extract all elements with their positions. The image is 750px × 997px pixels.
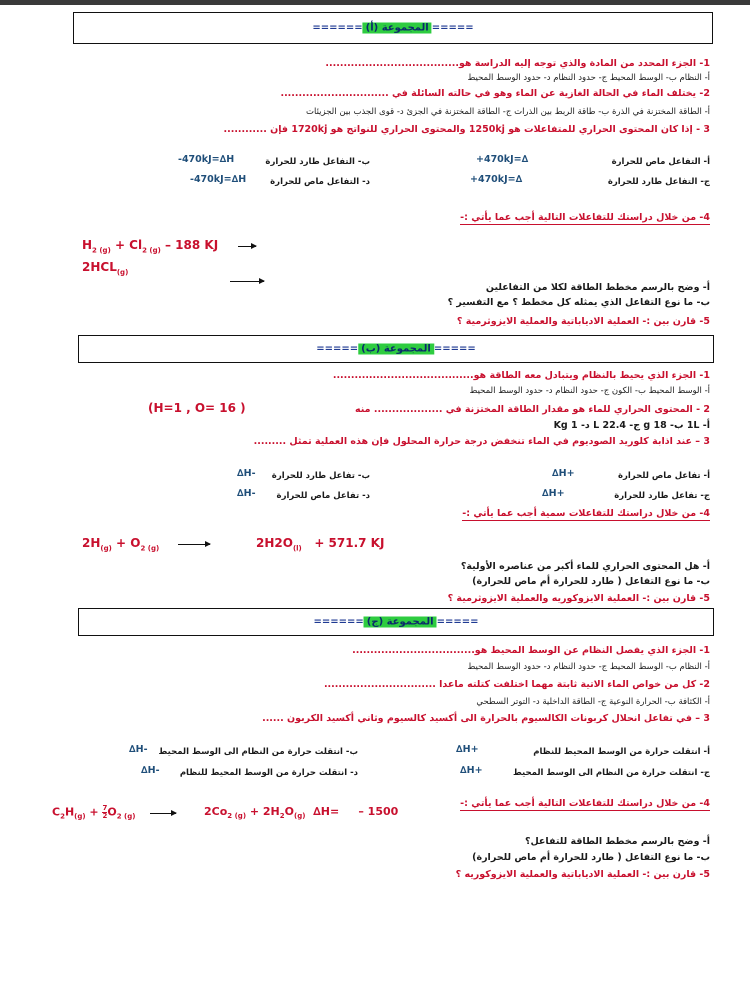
b-q3-option-c: ج- تفاعل طارد للحرارة	[614, 491, 710, 501]
top-border	[0, 0, 750, 5]
a-q1-options: أ- النظام ب- الوسط المحيط ج- حدود النظام د- حدود الوسط المحيط	[467, 73, 710, 83]
b-equation-product: $2H2O_{(l)}$ + 571.7 KJ	[256, 536, 385, 553]
group-a-title: المجموعة (أ)	[363, 23, 432, 34]
a-q3-option-b-value: -470kJ=∆H	[178, 154, 235, 165]
a-equation-1-arrow	[238, 246, 256, 247]
c-q3-option-d-value: ∆H-	[141, 765, 160, 776]
c-q1-options: أ- النظام ب- الوسط المحيط ج- حدود النظام د- حدود الوسط المحيط	[467, 662, 710, 672]
b-q5: 5- قارن بين :- العملية الايزوكوريه والعملية الايزوثرمية ؟	[447, 593, 710, 604]
a-q3-option-d-value: -470kJ=∆H	[190, 174, 247, 185]
c-q4-part-b: ب- ما نوع التفاعل ( طارد للحرارة أم ماص للحرارة)	[472, 852, 710, 863]
c-q3-option-a-value: ∆H+	[456, 744, 479, 755]
a-equation-1: $H_{2 (g)} + Cl_{2 (g)} - 188$ KJ	[82, 238, 219, 255]
c-q3-option-a: أ- انتقلت حرارة من الوسط المحيط للنظام	[533, 747, 710, 757]
a-q5: 5- قارن بين :- العملية الادياباتية والعملية الايزوثرمية ؟	[456, 316, 710, 327]
c-q3-option-b: ب- انتقلت حرارة من النظام الى الوسط المحيط	[158, 747, 358, 757]
b-q4: 4- من خلال دراستك للتفاعلات سمية أجب عما يأتي :-	[462, 508, 710, 519]
c-q4-part-a: أ- وضح بالرسم مخطط الطاقة للتفاعل؟	[524, 836, 710, 847]
c-q1: 1- الجزء الذي يفصل النظام عن الوسط المحيط هو..................................	[352, 645, 710, 656]
a-q2-options: أ- الطاقة المختزنة في الذرة ب- طاقة الربط بين الذرات ج- الطاقة المختزنة في الجزئ د- قوى الجذب بين الجزيئات	[305, 107, 710, 117]
a-q3-option-c: ج- التفاعل طارد للحرارة	[607, 177, 710, 187]
b-q1-options: أ- الوسط المحيط ب- الكون ج- حدود النظام د- حدود الوسط المحيط	[469, 386, 710, 396]
c-q2: 2- كل من خواص الماء الاتية ثابتة مهما اختلفت كتلته ماعدا ...............................	[323, 679, 710, 690]
b-q2-atomic-masses: (H=1 , O= 16 )	[148, 401, 246, 415]
b-q3-option-a-value: ∆H+	[552, 468, 575, 479]
c-q3-option-d: د- انتقلت حرارة من الوسط المحيط للنظام	[179, 768, 358, 778]
group-a-header: ====== المجموعة (أ) =====	[73, 12, 713, 44]
c-equation-arrow	[150, 813, 176, 814]
c-q3-option-b-value: ∆H-	[129, 744, 148, 755]
a-q1: 1- الجزء المحدد من المادة والذي توجه إليه الدراسة هو.....................................	[325, 58, 710, 69]
c-q4: 4- من خلال دراستك للتفاعلات التالية أجب عما يأتي :-	[460, 798, 710, 809]
b-q4-part-b: ب- ما نوع التفاعل ( طارد للحرارة أم ماص للحرارة)	[472, 576, 710, 587]
c-equation-products: $2Co_{2 (g)} + 2H_2O_{(g)}$ ∆H= – 1500	[204, 805, 399, 821]
a-q3-option-b: ب- التفاعل طارد للحرارة	[265, 157, 370, 167]
a-equation-2-arrow	[230, 281, 264, 282]
a-q4-part-b: ب- ما نوع التفاعل الذي يمثله كل مخطط ؟ مع التفسير ؟	[447, 297, 710, 308]
b-q4-part-a: أ- هل المحتوى الحراري للماء أكبر من عناصره الأولية؟	[460, 561, 710, 572]
a-q3: 3 - إذا كان المحتوى الحراري للمتفاعلات هو 1250kj والمحتوى الحراري للنواتج هو 1720kj فإن ............	[223, 124, 710, 135]
b-q2-options: أ- 1L ب- 18 g ج- 22.4 L د- 1 Kg	[553, 420, 710, 431]
b-equation-arrow	[178, 544, 210, 545]
b-equation: $2H_{(g)} + O_{2 (g)}$	[82, 536, 160, 553]
c-equation: $C_2H_{(g)}$ + $\frac{7}{2}$ $O_{2 (g)}$	[52, 804, 136, 821]
a-q4-part-a: أ- وضح بالرسم مخطط الطاقة لكلا من التفاعلين	[485, 282, 710, 293]
b-q2: 2 - المحتوى الحراري للماء هو مقدار الطاقة المختزنة في ................... منه	[355, 404, 710, 415]
a-q3-option-d: د- التفاعل ماص للحرارة	[270, 177, 370, 187]
group-c-title: المجموعة (ج)	[364, 617, 437, 628]
c-q2-options: أ- الكثافة ب- الحرارة النوعية ج- الطاقة الداخلية د- التوتر السطحي	[476, 697, 710, 707]
b-q3-option-d-value: ∆H-	[237, 488, 256, 499]
b-q3-option-a: أ- تفاعل ماص للحرارة	[617, 471, 710, 481]
c-q3-option-c-value: ∆H+	[460, 765, 483, 776]
c-q3: 3 – في تفاعل انحلال كربونات الكالسيوم بالحرارة الى أكسيد كالسيوم وثاني أكسيد الكربون ......	[262, 713, 710, 724]
group-b-title: المجموعة (ب)	[358, 344, 434, 355]
b-q3-option-b-value: ∆H-	[237, 468, 256, 479]
group-b-header: ===== المجموعة (ب) =====	[78, 335, 714, 363]
c-q3-option-c: ج- انتقلت حرارة من النظام الى الوسط المحيط	[512, 768, 710, 778]
b-q3-option-d: د- تفاعل ماص للحرارة	[276, 491, 370, 501]
c-q5: 5- قارن بين :- العملية الادياباتية والعملية الايزوكوريه ؟	[455, 869, 710, 880]
b-q1: 1- الجزء الذي يحيط بالنظام ويتبادل معه الطاقة هو.......................................	[332, 370, 710, 381]
a-q2: 2- يختلف الماء في الحالة الغازية عن الماء وهو في حالته السائلة في ..............................	[280, 88, 710, 99]
a-q3-option-a-value: +470kJ=∆	[476, 154, 529, 165]
a-q3-option-a: أ- التفاعل ماص للحرارة	[611, 157, 710, 167]
group-c-header: ====== المجموعة (ج) =====	[78, 608, 714, 636]
a-q4: 4- من خلال دراستك للتفاعلات التالية أجب عما يأتي :-	[460, 212, 710, 223]
b-q3-option-b: ب- تفاعل طارد للحرارة	[271, 471, 370, 481]
a-q3-option-c-value: +470kJ=∆	[470, 174, 523, 185]
a-equation-1-product: $2HCL_{(g)}$	[82, 260, 129, 277]
b-q3: 3 – عند اذابة كلوريد الصوديوم في الماء تنخفض درجة حرارة المحلول فإن هذه العملية تمثل .........	[253, 436, 710, 447]
b-q3-option-c-value: ∆H+	[542, 488, 565, 499]
